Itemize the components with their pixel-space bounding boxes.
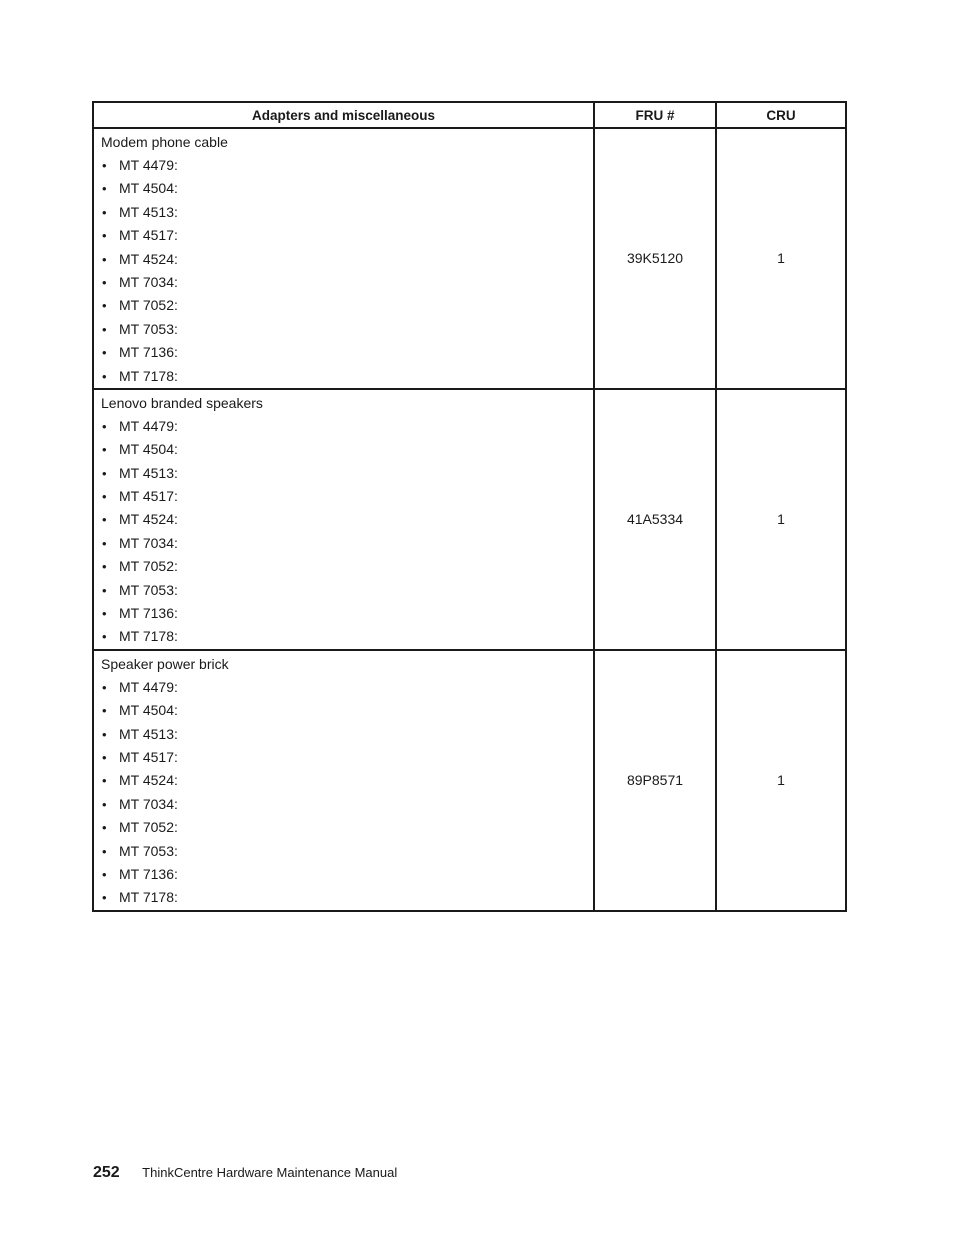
- table-row: [93, 128, 846, 389]
- bullet-icon: •: [102, 726, 107, 742]
- bullet-icon: •: [102, 843, 107, 859]
- list-item: [94, 177, 593, 200]
- machine-type: MT 7053:: [119, 842, 178, 859]
- bullet-icon: •: [102, 228, 107, 244]
- machine-type: MT 7053:: [119, 320, 178, 337]
- machine-type: MT 7178:: [119, 367, 178, 384]
- list-item: [94, 816, 593, 839]
- bullet-icon: •: [102, 703, 107, 719]
- list-item: [94, 886, 593, 909]
- machine-type: MT 7053:: [119, 581, 178, 598]
- page-number: 252: [93, 1164, 120, 1181]
- machine-type: MT 4524:: [119, 511, 178, 528]
- bullet-icon: •: [102, 890, 107, 906]
- list-item: [94, 248, 593, 271]
- machine-type: MT 4524:: [119, 250, 178, 267]
- machine-type: MT 4513:: [119, 725, 178, 742]
- list-item: [94, 602, 593, 625]
- list-item: [94, 840, 593, 863]
- machine-type-list: [94, 415, 593, 649]
- cru-tier: 1: [716, 128, 846, 389]
- machine-type: MT 4504:: [119, 180, 178, 197]
- column-header-fru: FRU #: [594, 102, 716, 128]
- fru-number: 89P8571: [594, 650, 716, 911]
- page-footer: [93, 1164, 397, 1186]
- machine-type: MT 4504:: [119, 702, 178, 719]
- list-item: [94, 863, 593, 886]
- part-name: Speaker power brick: [101, 655, 229, 672]
- bullet-icon: •: [102, 274, 107, 290]
- bullet-icon: •: [102, 749, 107, 765]
- bullet-icon: •: [102, 582, 107, 598]
- list-item: [94, 625, 593, 648]
- machine-type: MT 4513:: [119, 203, 178, 220]
- bullet-icon: •: [102, 866, 107, 882]
- table-header-row: [93, 102, 846, 128]
- machine-type: MT 7136:: [119, 344, 178, 361]
- column-header-description: Adapters and miscellaneous: [93, 102, 594, 128]
- column-header-cru: CRU: [716, 102, 846, 128]
- part-name: Lenovo branded speakers: [101, 394, 263, 411]
- bullet-icon: •: [102, 298, 107, 314]
- bullet-icon: •: [102, 345, 107, 361]
- part-description-cell: [93, 650, 594, 911]
- bullet-icon: •: [102, 418, 107, 434]
- machine-type: MT 4517:: [119, 227, 178, 244]
- machine-type: MT 4513:: [119, 464, 178, 481]
- machine-type: MT 4517:: [119, 488, 178, 505]
- machine-type: MT 7052:: [119, 558, 178, 575]
- fru-number: 39K5120: [594, 128, 716, 389]
- list-item: [94, 365, 593, 388]
- list-item: [94, 555, 593, 578]
- list-item: [94, 793, 593, 816]
- list-item: [94, 532, 593, 555]
- list-item: [94, 746, 593, 769]
- list-item: [94, 224, 593, 247]
- list-item: [94, 201, 593, 224]
- table-row: [93, 389, 846, 650]
- list-item: [94, 508, 593, 531]
- bullet-icon: •: [102, 512, 107, 528]
- fru-number: 41A5334: [594, 389, 716, 650]
- manual-title: ThinkCentre Hardware Maintenance Manual: [142, 1165, 398, 1180]
- machine-type: MT 7052:: [119, 297, 178, 314]
- machine-type: MT 4524:: [119, 772, 178, 789]
- bullet-icon: •: [102, 442, 107, 458]
- parts-table: [92, 101, 847, 912]
- machine-type: MT 4479:: [119, 417, 178, 434]
- machine-type: MT 7178:: [119, 889, 178, 906]
- cru-tier: 1: [716, 650, 846, 911]
- machine-type: MT 7136:: [119, 865, 178, 882]
- machine-type: MT 7052:: [119, 819, 178, 836]
- list-item: [94, 415, 593, 438]
- bullet-icon: •: [102, 820, 107, 836]
- bullet-icon: •: [102, 181, 107, 197]
- machine-type: MT 7034:: [119, 534, 178, 551]
- part-description-cell: [93, 128, 594, 389]
- machine-type: MT 7136:: [119, 605, 178, 622]
- bullet-icon: •: [102, 368, 107, 384]
- bullet-icon: •: [102, 535, 107, 551]
- part-description-cell: [93, 389, 594, 650]
- bullet-icon: •: [102, 796, 107, 812]
- bullet-icon: •: [102, 321, 107, 337]
- bullet-icon: •: [102, 251, 107, 267]
- bullet-icon: •: [102, 629, 107, 645]
- machine-type: MT 7034:: [119, 273, 178, 290]
- bullet-icon: •: [102, 489, 107, 505]
- machine-type-list: [94, 154, 593, 388]
- list-item: [94, 318, 593, 341]
- bullet-icon: •: [102, 606, 107, 622]
- list-item: [94, 769, 593, 792]
- bullet-icon: •: [102, 773, 107, 789]
- list-item: [94, 699, 593, 722]
- cru-tier: 1: [716, 389, 846, 650]
- list-item: [94, 341, 593, 364]
- list-item: [94, 579, 593, 602]
- list-item: [94, 294, 593, 317]
- bullet-icon: •: [102, 204, 107, 220]
- machine-type-list: [94, 676, 593, 910]
- list-item: [94, 485, 593, 508]
- machine-type: MT 4504:: [119, 441, 178, 458]
- table-row: [93, 650, 846, 911]
- list-item: [94, 462, 593, 485]
- machine-type: MT 4517:: [119, 748, 178, 765]
- list-item: [94, 438, 593, 461]
- part-name: Modem phone cable: [101, 134, 228, 150]
- list-item: [94, 271, 593, 294]
- machine-type: MT 4479:: [119, 678, 178, 695]
- list-item: [94, 154, 593, 177]
- bullet-icon: •: [102, 559, 107, 575]
- machine-type: MT 4479:: [119, 157, 178, 173]
- list-item: [94, 676, 593, 699]
- list-item: [94, 723, 593, 746]
- machine-type: MT 7178:: [119, 628, 178, 645]
- machine-type: MT 7034:: [119, 795, 178, 812]
- bullet-icon: •: [102, 465, 107, 481]
- bullet-icon: •: [102, 158, 107, 173]
- bullet-icon: •: [102, 679, 107, 695]
